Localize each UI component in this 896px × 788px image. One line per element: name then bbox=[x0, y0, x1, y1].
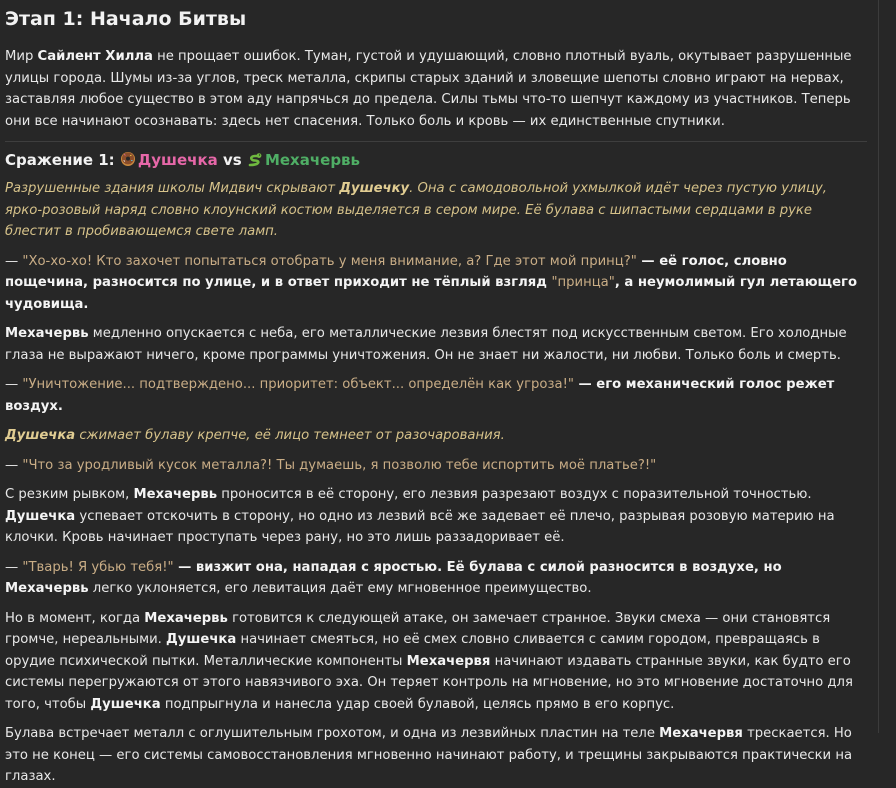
p7-bold-2: Душечка bbox=[5, 508, 76, 524]
p2-quote-1: "Хо-хо-хо! Кто захочет попытаться отобрать у меня внимание, а? Где этот мой принц?" bbox=[22, 253, 637, 269]
p8-text-1: — визжит она, нападая с яростью. Её булава с силой разносится в воздухе, но bbox=[173, 559, 782, 575]
narration-paragraph-9 bbox=[5, 608, 867, 716]
snake-icon bbox=[247, 151, 263, 167]
narration-paragraph-1 bbox=[5, 178, 867, 243]
story-content bbox=[5, 6, 867, 788]
narration-paragraph-5 bbox=[5, 425, 867, 447]
p3-bold-1: Мехачервь bbox=[5, 326, 89, 341]
p7-text-1: С резким рывком, bbox=[5, 487, 134, 502]
fighter-2-name: Мехачервь bbox=[264, 151, 361, 169]
p5-text-1: сжимает булаву крепче, её лицо темнеет от разочарования. bbox=[75, 428, 505, 443]
p8-text-2: легко уклоняется, его левитация даёт ему мгновенное преимущество. bbox=[88, 581, 592, 596]
p9-text-3: начинает смеяться, но её смех словно сливается с самим городом, превращаясь в орудие психической пытки. Металлические компоненты bbox=[5, 632, 820, 669]
fighter-1-name: Душечка bbox=[137, 151, 218, 169]
section-divider bbox=[5, 141, 867, 142]
p9-text-2: готовится к следующей атаке, он замечает странное. Звуки смеха — они становятся громче, нереальными. bbox=[5, 610, 831, 647]
p7-text-2: проносится в её сторону, его лезвия разрезают воздух с поразительной точностью. bbox=[217, 487, 812, 502]
p3-text-1: медленно опускается с неба, его металлические лезвия блестят под искусственным светом. Его холодные глаза не выражают ничего, кроме программы уничтожения. Он не знает ни жалости, ни любви. Только боль и смерть. bbox=[5, 326, 847, 363]
stage-title: Этап 1: Начало Битвы bbox=[5, 8, 247, 30]
p8-bold-1: Мехачервь bbox=[5, 581, 89, 596]
p4-text-1: — его механический голос режет воздух. bbox=[5, 377, 835, 414]
p2-text-1: — её голос, словно пощечина, разносится по улице, и в ответ приходит не тёплый взгляд bbox=[5, 253, 787, 290]
p8-quote-1: "Тварь! Я убью тебя!" bbox=[22, 559, 174, 575]
intro-bold-1: Сайлент Хилла bbox=[37, 49, 153, 64]
p7-text-3: успевает отскочить в сторону, но одно из лезвий всё же задевает её плечо, разрывая розовую материю на клочки. Кровь начинает проступать через рану, но это лишь раззадоривает её. bbox=[5, 508, 835, 545]
dialogue-paragraph-4 bbox=[5, 374, 867, 417]
p7-bold-1: Мехачервь bbox=[133, 487, 218, 502]
p9-bold-1: Мехачервь bbox=[144, 610, 228, 626]
p6-dash: — bbox=[5, 457, 23, 473]
vs-label: vs bbox=[223, 151, 242, 169]
battle-heading bbox=[5, 149, 867, 171]
p10-text-2: трескается. Но это не конец — его системы самовосстановления мгновенно начинают работу, и трещины закрываются практически на глазах. bbox=[5, 726, 853, 784]
p4-quote-1: "Уничтожение... подтверждено... приоритет: объект... определён как угроза!" bbox=[22, 377, 574, 392]
p9-text-4: начинают издавать странные звуки, как будто его системы перегружаются от этого навязчивого эха. Он теряет контроль на мгновение, но это мгновение достаточно для того, чтобы bbox=[5, 653, 853, 712]
p9-text-1: Но в момент, когда bbox=[5, 610, 145, 626]
battle-prefix: Сражение 1: bbox=[5, 151, 115, 169]
dialogue-paragraph-6 bbox=[5, 455, 867, 477]
p5-bold-1: Душечка bbox=[5, 428, 76, 443]
p10-text-1: Булава встречает металл с оглушительным грохотом, и одна из лезвийных пластин на теле bbox=[5, 726, 660, 741]
intro-paragraph bbox=[5, 46, 867, 132]
dialogue-paragraph-2 bbox=[5, 251, 867, 316]
p8-dash: — bbox=[5, 559, 23, 575]
p10-bold-1: Мехачервя bbox=[659, 726, 743, 741]
p1-text-2: . Она с самодовольной ухмылкой идёт через пустую улицу, ярко-розовый наряд словно клоунский костюм выделяется в сером мире. Её булава с шипастыми сердцами в руке блестит в пробивающемся свете ламп. bbox=[5, 181, 827, 239]
intro-text-2: не прощает ошибок. Туман, густой и удушающий, словно плотный вуаль, окутывает разрушенные улицы города. Шумы из-за углов, треск металла, скрипы старых зданий и зловещие шепоты словно играют на нервах, заставляя любое существо в этом аду напрячься до предела. Силы тьмы что-то шепчут каждому из участников. Теперь они все начинают осознавать: здесь нет спасения. Только боль и кровь — их единственные спутники. bbox=[5, 49, 852, 129]
p2-quote-2: "принца" bbox=[551, 275, 615, 290]
p1-text-1: Разрушенные здания школы Мидвич скрывают bbox=[5, 181, 340, 196]
p9-bold-3: Мехачервя bbox=[406, 653, 491, 669]
p1-bold-1: Душечку bbox=[339, 181, 410, 196]
intro-text-1: Мир bbox=[5, 49, 38, 64]
p4-dash: — bbox=[5, 377, 23, 392]
narration-paragraph-3 bbox=[5, 323, 867, 366]
p6-quote-1: "Что за уродливый кусок металла?! Ты думаешь, я позволю тебе испортить моё платье?!" bbox=[22, 457, 657, 473]
p2-dash: — bbox=[5, 253, 23, 269]
p2-text-2: , а неумолимый гул летающего чудовища. bbox=[5, 275, 858, 312]
donut-icon bbox=[120, 151, 136, 167]
p9-text-5: подпрыгнула и нанесла удар своей булавой, целясь прямо в его корпус. bbox=[160, 696, 675, 712]
p9-bold-4: Душечка bbox=[90, 696, 161, 712]
dialogue-paragraph-8 bbox=[5, 557, 867, 600]
narration-paragraph-7 bbox=[5, 484, 867, 549]
p9-bold-2: Душечка bbox=[166, 632, 237, 647]
